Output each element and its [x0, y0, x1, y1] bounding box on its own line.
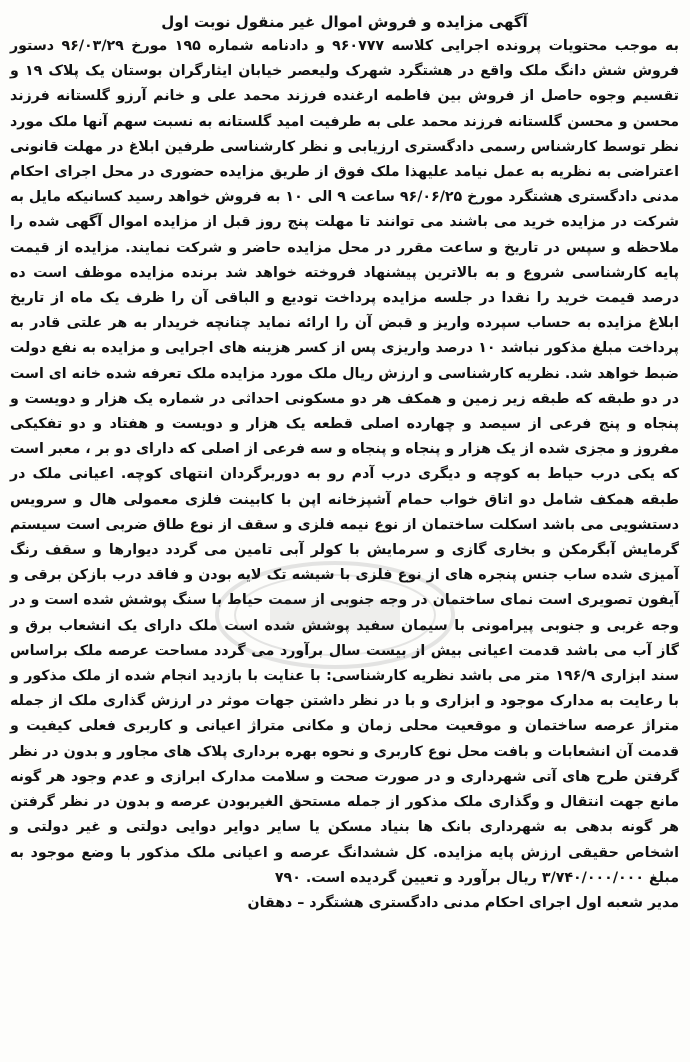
notice-title: آگهی مزایده و فروش اموال غیر منقول نوبت اول: [161, 13, 528, 31]
paragraph-property-description: نظریه کارشناسی و ارزش ریال ملک مورد مزایده ملک تعرفه شده خانه ای است در دو طبقه که طبقه زیر زمین و همکف هر دو مسکونی احداثی در شماره یک هزار و دویست و پنجاه و پنج فرعی از سیصد و چهارده اصلی قطعه یک هزار و دویست و هفتاد و دو تفکیکی مفروز و مجزی شده از یک هزار و پنجاه و پنجاه و سه فرعی از اصلی که دارای دو بر ، معبر است که یکی درب حیاط به کوچه و دیگری درب آدم رو به دوربرگردان انتهای کوچه. اعیانی ملک در طبقه همکف شامل دو اتاق خواب حمام آشپزخانه اپن با کابینت فلزی معمولی هال و سرویس دستشویی می باشد اسکلت ساختمان از نوع نیمه فلزی و سقف از نوع طاق ضربی است سیستم گرمایش آبگرمکن و بخاری گازی و سرمایش با کولر آبی تامین می گردد دیوارها و سقف رنگ آمیزی شده ساب جنس پنجره های از نوع فلزی با شیشه تک لایه بودن و فاقد درب بازکن برقی و آیفون تصویری است نمای ساختمان در وجه جنوبی از سمت حیاط با سنگ پوشش شده است و در وجه غربی و جنوبی پیرامونی با سیمان سفید پوشش شده است ملک دارای یک انشعاب برق و گاز آب می باشد قدمت اعیانی بیش از بیست سال برآورد می گردد مساحت عرصه ملک براساس سند ابزاری ۱۹۶/۹ متر می باشد: [10, 365, 679, 685]
paragraph-auction-order: به موجب محتویات پرونده اجرایی کلاسه ۹۶۰۷۷۷ و دادنامه شماره ۱۹۵ مورخ ۹۶/۰۳/۲۹ دستور فروش شش دانگ ملک واقع در هشتگرد شهرک ولیعصر خیابان ایثارگران بوستان یک پلاک ۱۹ و تقسیم وجوه حاصل از فروش بین فاطمه ارغنده فرزند محمد علی و خانم آرزو گلستانه فرزند محسن و محسن گلستانه فرزند محمد علی به طرفیت امید گلستانه به نسبت سهم آنها ملک مورد نظر توسط کارشناس رسمی دادگستری ارزیابی و نظر کارشناسی طرفین ابلاغ در مهلت قانونی اعتراضی به نظریه به عمل نیامد علیهذا ملک فوق از طریق مزایده حضوری در محل اجرای احکام مدنی دادگستری هشتگرد مورخ ۹۶/۰۶/۲۵ ساعت ۹ الی ۱۰ به فروش خواهد رسید کسانیکه مایل به شرکت در مزایده خرید می باشند می توانند تا مهلت پنج روز قبل از مزایده اموال آگهی شده را ملاحظه و سپس در تاریخ و ساعت مقرر در محل مزایده حاضر و شرکت نمایند. مزایده از قیمت پایه کارشناسی شروع و به بالاترین پیشنهاد فروخته خواهد شد برنده مزایده موظف است ده درصد قیمت خرید را نقدا در جلسه مزایده پرداخت تودیع و الباقی آن را ظرف یک ماه از تاریخ ابلاغ مزایده به حساب سپرده واریز و قبض آن را ارائه نماید چنانچه خریدار به هر علتی قادر به پرداخت مبلغ مذکور نباشد ۱۰ درصد واریزی پس از کسر هزینه های اجرایی و مزایده به نفع دولت ضبط خواهد شد.: [10, 38, 679, 382]
notice-body: [10, 34, 679, 891]
paragraph-expert-opinion: نظریه کارشناسی: با عنایت با بازدید انجام شده از ملک مذکور و با رعایت به مدارک موجود و ابزاری و با در نظر داشتن جهات موثر در ارزش گذاری ملک از جمله متراژ عرصه ساختمان و موقعیت محلی زمان و مکانی متراژ اعیانی و کاربری فعلی کیفیت و قدمت آن انشعابات و بافت محل نوع کاربری و نحوه بهره برداری پلاک های مجاور و بدون در نظر گرفتن طرح های آتی شهرداری و در صورت صحت و سلامت مدارک ابرازی و عدم وجود هر گونه مانع جهت انتقال و وگذاری ملک مذکور از جمله مستحق الغیربودن عرصه و بدون در نظر گرفتن هر گونه بدهی به شهرداری بانک ها بنیاد مسکن یا سایر دوایر دوایی دولتی و غیر دولتی و اشخاص حقیقی ارزش پایه مزایده. کل ششدانگ عرصه و اعیانی ملک مذکور با وضع موجود به مبلغ ۳/۷۴۰/۰۰۰/۰۰۰ ریال برآورد و تعیین گردیده است. ۷۹۰: [10, 668, 679, 886]
signature-line: مدیر شعبه اول اجرای احکام مدنی دادگستری هشتگرد – دهقان: [247, 894, 679, 911]
